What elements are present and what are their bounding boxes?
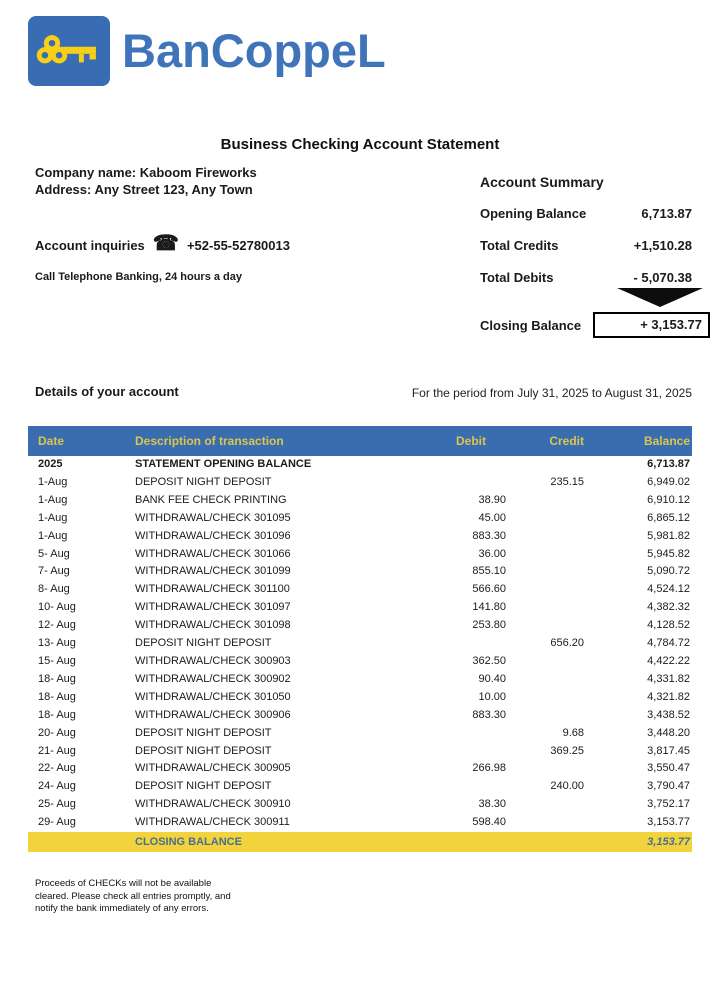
cell-credit	[508, 617, 586, 635]
table-row	[28, 653, 692, 671]
company-name-line: Company name: Kaboom Fireworks	[35, 165, 257, 180]
header-date: Date	[28, 426, 128, 456]
cell-date: 22- Aug	[38, 762, 76, 775]
cell-desc: WITHDRAWAL/CHECK 300906	[135, 708, 291, 721]
cell-date: 1-Aug	[38, 475, 68, 488]
company-info	[35, 164, 257, 198]
cell-debit	[410, 474, 508, 492]
summary-label: Opening Balance	[480, 206, 587, 221]
cell-desc: WITHDRAWAL/CHECK 301096	[135, 529, 291, 542]
summary-opening-balance	[480, 206, 692, 221]
phone-icon: ☎	[152, 232, 179, 255]
arrow-down-icon	[617, 288, 703, 307]
cell-balance: 4,382.32	[647, 601, 690, 614]
cell-credit	[508, 510, 586, 528]
cell-date: 25- Aug	[38, 798, 76, 811]
table-row	[28, 707, 692, 725]
cell-desc: WITHDRAWAL/CHECK 301099	[135, 565, 291, 578]
cell-balance: 3,752.17	[647, 798, 690, 811]
cell-balance: 3,817.45	[647, 744, 690, 757]
footer-line: notify the bank immediately of any errors.	[35, 903, 209, 914]
brand-name: BanCoppeL	[122, 24, 386, 77]
table-row	[28, 581, 692, 599]
cell-balance: 5,090.72	[647, 565, 690, 578]
details-heading: Details of your account	[35, 384, 179, 399]
cell-date: 24- Aug	[38, 780, 76, 793]
cell-balance: 6,910.12	[647, 493, 690, 506]
summary-value: 6,713.87	[641, 206, 692, 221]
cell-credit: 235.15	[550, 475, 584, 488]
cell-date: 1-Aug	[38, 493, 68, 506]
cell-balance: 4,422.22	[647, 654, 690, 667]
cell-desc: BANK FEE CHECK PRINTING	[135, 493, 287, 506]
cell-balance: 3,438.52	[647, 708, 690, 721]
cell-date: 5- Aug	[38, 547, 70, 560]
cell-desc: DEPOSIT NIGHT DEPOSIT	[135, 726, 272, 739]
cell-date: 12- Aug	[38, 619, 76, 632]
cell-debit: 598.40	[472, 816, 506, 829]
cell-desc: WITHDRAWAL/CHECK 300910	[135, 798, 291, 811]
cell-date: 8- Aug	[38, 583, 70, 596]
cell-desc: WITHDRAWAL/CHECK 300911	[135, 816, 290, 829]
cell-desc: WITHDRAWAL/CHECK 301066	[135, 547, 291, 560]
header-description: Description of transaction	[128, 426, 410, 456]
summary-value: - 5,070.38	[633, 270, 692, 285]
header-balance: Balance	[586, 426, 692, 456]
cell-credit: 9.68	[562, 726, 584, 739]
cell-balance: 6,713.87	[647, 458, 690, 470]
cell-credit	[508, 653, 586, 671]
cell-desc: WITHDRAWAL/CHECK 300903	[135, 654, 291, 667]
cell-debit: 566.60	[472, 583, 506, 596]
cell-desc: STATEMENT OPENING BALANCE	[135, 458, 312, 470]
cell-credit	[508, 563, 586, 581]
summary-value: +1,510.28	[633, 238, 692, 253]
table-row	[28, 563, 692, 581]
header-debit: Debit	[410, 426, 508, 456]
footer-line: Proceeds of CHECKs will not be available	[35, 878, 212, 889]
cell-date: 1-Aug	[38, 529, 68, 542]
cell-date: 7- Aug	[38, 565, 70, 578]
table-row	[28, 778, 692, 796]
table-row	[28, 528, 692, 546]
transactions-body	[28, 456, 692, 832]
cell-debit	[410, 635, 508, 653]
cell-balance: 4,524.12	[647, 583, 690, 596]
cell-date	[28, 832, 128, 852]
cell-date: 29- Aug	[38, 816, 76, 829]
table-row	[28, 760, 692, 778]
statement-period: For the period from July 31, 2025 to August 31, 2025	[411, 386, 692, 400]
cell-debit: 883.30	[472, 529, 506, 542]
cell-desc: CLOSING BALANCE	[128, 832, 410, 852]
cell-date: 13- Aug	[38, 637, 76, 650]
table-row	[28, 635, 692, 653]
cell-date: 18- Aug	[38, 708, 76, 721]
closing-balance-box: + 3,153.77	[593, 312, 710, 338]
cell-debit: 883.30	[472, 708, 506, 721]
cell-debit: 45.00	[478, 511, 506, 524]
cell-credit	[508, 707, 586, 725]
summary-label: Total Debits	[480, 270, 554, 285]
cell-credit: 656.20	[550, 637, 584, 650]
cell-debit: 90.40	[478, 672, 506, 685]
cell-credit	[508, 599, 586, 617]
closing-balance-label: Closing Balance	[480, 318, 582, 333]
cell-debit: 855.10	[472, 565, 506, 578]
cell-balance: 5,981.82	[647, 529, 690, 542]
cell-desc: DEPOSIT NIGHT DEPOSIT	[135, 475, 272, 488]
table-row	[28, 599, 692, 617]
table-row	[28, 617, 692, 635]
cell-debit	[410, 725, 508, 743]
cell-desc: WITHDRAWAL/CHECK 301100	[135, 583, 290, 596]
table-row	[28, 814, 692, 832]
cell-desc: DEPOSIT NIGHT DEPOSIT	[135, 637, 272, 650]
summary-total-credits	[480, 238, 692, 253]
phone-number: +52-55-52780013	[186, 237, 290, 253]
cell-balance: 3,153.77	[647, 816, 690, 829]
cell-credit	[508, 760, 586, 778]
cell-credit	[508, 796, 586, 814]
cell-credit: 369.25	[550, 744, 584, 757]
cell-credit	[508, 546, 586, 564]
cell-date: 15- Aug	[38, 654, 76, 667]
cell-desc: WITHDRAWAL/CHECK 301098	[135, 619, 291, 632]
cell-balance: 5,945.82	[647, 547, 690, 560]
cell-debit: 38.30	[478, 798, 506, 811]
cell-date: 2025	[38, 458, 63, 470]
key-icon	[28, 16, 110, 86]
statement-title: Business Checking Account Statement	[220, 136, 500, 153]
table-row	[28, 796, 692, 814]
cell-debit: 253.80	[472, 619, 506, 632]
cell-credit	[508, 492, 586, 510]
cell-debit: 266.98	[472, 762, 506, 775]
cell-balance: 4,128.52	[647, 619, 690, 632]
cell-balance: 4,321.82	[647, 690, 690, 703]
table-row	[28, 474, 692, 492]
cell-debit: 38.90	[478, 493, 506, 506]
cell-desc: WITHDRAWAL/CHECK 301097	[135, 601, 291, 614]
cell-desc: WITHDRAWAL/CHECK 300902	[135, 672, 291, 685]
table-row	[28, 546, 692, 564]
cell-desc: DEPOSIT NIGHT DEPOSIT	[135, 744, 272, 757]
cell-credit	[508, 671, 586, 689]
cell-credit	[508, 832, 586, 852]
cell-desc: WITHDRAWAL/CHECK 301095	[135, 511, 291, 524]
cell-date: 18- Aug	[38, 690, 76, 703]
cell-balance: 3,790.47	[647, 780, 690, 793]
table-row	[28, 510, 692, 528]
account-summary-heading: Account Summary	[480, 174, 604, 190]
bancoppel-logo	[28, 16, 386, 86]
table-row	[28, 456, 692, 474]
cell-debit	[410, 456, 508, 474]
cell-credit	[508, 814, 586, 832]
cell-credit	[508, 581, 586, 599]
cell-balance: 6,949.02	[647, 475, 690, 488]
telephone-banking-note: Call Telephone Banking, 24 hours a day	[35, 271, 243, 283]
table-header	[28, 426, 692, 456]
cell-date: 1-Aug	[38, 511, 68, 524]
account-inquiries	[35, 232, 290, 255]
footer-line: cleared. Please check all entries promptly, and	[35, 890, 231, 902]
cell-date: 20- Aug	[38, 726, 76, 739]
cell-desc: DEPOSIT NIGHT DEPOSIT	[135, 780, 272, 793]
cell-debit: 36.00	[478, 547, 506, 560]
table-row	[28, 671, 692, 689]
footer-disclaimer	[35, 878, 231, 916]
summary-label: Total Credits	[480, 238, 559, 253]
cell-debit	[410, 832, 508, 852]
table-row	[28, 725, 692, 743]
cell-balance: 6,865.12	[647, 511, 690, 524]
cell-desc: WITHDRAWAL/CHECK 300905	[135, 762, 291, 775]
cell-debit: 141.80	[472, 601, 506, 614]
transactions-table	[28, 426, 692, 852]
cell-balance: 4,784.72	[647, 637, 690, 650]
company-address-line: Address: Any Street 123, Any Town	[35, 182, 253, 197]
cell-date: 18- Aug	[38, 672, 76, 685]
cell-debit	[410, 743, 508, 761]
table-row	[28, 689, 692, 707]
cell-debit: 362.50	[472, 654, 506, 667]
cell-balance: 3,550.47	[647, 762, 690, 775]
cell-balance: 3,153.77	[586, 832, 692, 852]
table-row	[28, 492, 692, 510]
cell-balance: 3,448.20	[647, 726, 690, 739]
cell-credit	[508, 689, 586, 707]
cell-credit	[508, 528, 586, 546]
cell-credit	[508, 456, 586, 474]
cell-balance: 4,331.82	[647, 672, 690, 685]
closing-balance-row	[28, 832, 692, 852]
inquiries-label: Account inquiries	[35, 237, 145, 253]
cell-debit: 10.00	[478, 690, 506, 703]
header-credit: Credit	[508, 426, 586, 456]
cell-credit: 240.00	[550, 780, 584, 793]
cell-date: 21- Aug	[38, 744, 76, 757]
summary-total-debits	[480, 270, 692, 285]
cell-desc: WITHDRAWAL/CHECK 301050	[135, 690, 291, 703]
table-row	[28, 743, 692, 761]
cell-date: 10- Aug	[38, 601, 76, 614]
cell-debit	[410, 778, 508, 796]
